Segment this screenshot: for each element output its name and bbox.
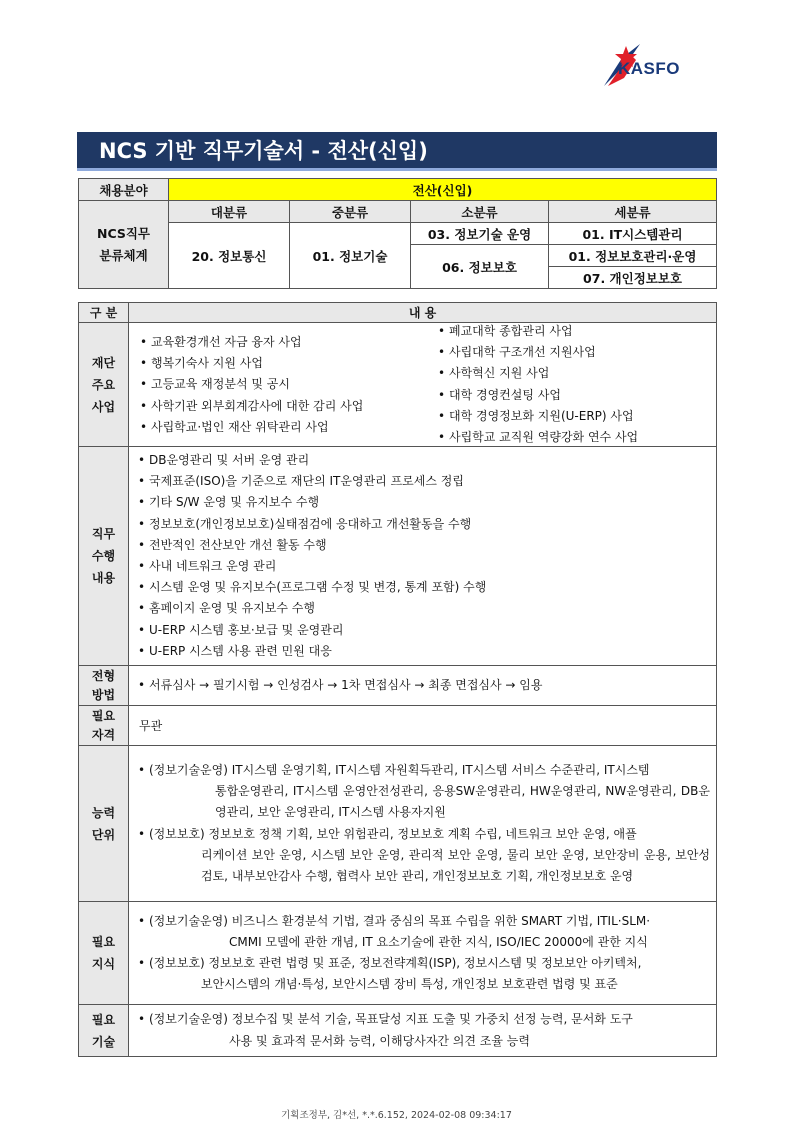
skill-label: 필요 기술 [79, 1005, 129, 1057]
list-item: • 사립대학 구조개선 지원사업 [435, 342, 715, 363]
ability-label: 능력 단위 [79, 746, 129, 902]
knowledge-item-1: • (정보기술운영) 비즈니스 환경분석 기법, 결과 중심의 목표 수립을 위한 SMART 기법, ITIL·SLM· CMMI 모델에 관한 개념, IT 요소기술에 관한 지식, ISO/IEC 20000에 관한 지식 [135, 911, 710, 953]
job-classification-table [78, 178, 717, 289]
process-content [129, 666, 717, 706]
qualification-label: 필요 자격 [79, 706, 129, 746]
list-item: • U-ERP 시스템 사용 관련 민원 대응 [135, 641, 710, 662]
ability-item-1: • (정보기술운영) IT시스템 운영기획, IT시스템 자원획득관리, IT시스템 서비스 수준관리, IT시스템 통합운영관리, IT시스템 운영안전성관리, 응용SW운영관리, HW운영관리, NW운영관리, DB운영관리, 보안 운영관리, IT시스템 사용자지원 [135, 760, 710, 824]
skill-item-1: • (정보기술운영) 정보수집 및 분석 기술, 목표달성 지표 도출 및 가중치 선정 능력, 문서화 도구 사용 및 효과적 문서화 능력, 이해당사자간 의견 조율 능력 [135, 1009, 710, 1051]
list-item: • 사립학교·법인 재산 위탁관리 사업 [137, 417, 427, 438]
list-item: • U-ERP 시스템 홍보·보급 및 운영관리 [135, 620, 710, 641]
detail-value-2: 01. 정보보호관리·운영 [549, 245, 717, 267]
major-value: 20. 정보통신 [169, 223, 290, 289]
list-item: • 행복기숙사 지원 사업 [137, 353, 427, 374]
list-item: • 사학혁신 지원 사업 [435, 363, 715, 384]
field-label: 채용분야 [79, 179, 169, 201]
ability-item-2: • (정보보호) 정보보호 정책 기획, 보안 위험관리, 정보보호 계획 수립, 네트워크 보안 운영, 애플 리케이션 보안 운영, 시스템 보안 운영, 관리적 보안 운영, 물리 보안 운영, 보안장비 운용, 보안성 검토, 내부보안감사 수행, 협력사 보안 관리, 개인정보보호 기획, 개인정보보호 운영 [135, 824, 710, 888]
list-item: • 홈페이지 운영 및 유지보수 수행 [135, 598, 710, 619]
qualification-text: 무관 [139, 719, 163, 734]
list-item: • 정보보호(개인정보보호)실태점검에 응대하고 개선활동을 수행 [135, 514, 710, 535]
list-item: • 사내 네트워크 운영 관리 [135, 556, 710, 577]
list-item: • 폐교대학 종합관리 사업 [435, 321, 715, 342]
foundation-content [129, 323, 717, 447]
qualification-content [129, 706, 717, 746]
footer-watermark: 기획조정부, 김*선, *.*.6.152, 2024-02-08 09:34:17 [281, 1110, 512, 1121]
field-value: 전산(신입) [169, 179, 717, 201]
list-item: • 시스템 운영 및 유지보수(프로그램 수정 및 변경, 통계 포함) 수행 [135, 577, 710, 598]
knowledge-item-2: • (정보보호) 정보보호 관련 법령 및 표준, 정보전략계획(ISP), 정보시스템 및 정보보안 아키텍처, 보안시스템의 개념·특성, 보안시스템 장비 특성, 개인정보 보호관련 법령 및 표준 [135, 953, 710, 995]
list-item: • 사립학교 교직원 역량강화 연수 사업 [435, 427, 715, 448]
detail-value-3: 07. 개인정보보호 [549, 267, 717, 289]
logo-text: KASFO [618, 59, 680, 78]
duties-content [129, 447, 717, 666]
list-item: • 교육환경개선 자금 융자 사업 [137, 332, 427, 353]
col-middle: 중분류 [290, 201, 411, 223]
process-label: 전형 방법 [79, 666, 129, 706]
list-item: • 대학 경영정보화 지원(U-ERP) 사업 [435, 406, 715, 427]
detail-value-1: 01. IT시스템관리 [549, 223, 717, 245]
job-description-table [78, 302, 717, 1057]
col-minor: 소분류 [411, 201, 549, 223]
knowledge-content [129, 902, 717, 1005]
list-item: • 국제표준(ISO)을 기준으로 재단의 IT운영관리 프로세스 정립 [135, 471, 710, 492]
col-major: 대분류 [169, 201, 290, 223]
duties-list [135, 450, 710, 662]
minor-value-2: 06. 정보보호 [411, 245, 549, 289]
duties-label: 직무 수행 내용 [79, 447, 129, 666]
foundation-list-left [137, 332, 427, 438]
skill-content [129, 1005, 717, 1057]
knowledge-label: 필요 지식 [79, 902, 129, 1005]
col-category: 구 분 [79, 303, 129, 323]
foundation-label: 재단 주요 사업 [79, 323, 129, 447]
list-item: • 대학 경영컨설팅 사업 [435, 385, 715, 406]
page-title: NCS 기반 직무기술서 - 전산(신입) [77, 132, 717, 171]
middle-value: 01. 정보기술 [290, 223, 411, 289]
minor-value-1: 03. 정보기술 운영 [411, 223, 549, 245]
col-detail: 세분류 [549, 201, 717, 223]
ability-content [129, 746, 717, 902]
ncs-label: NCS직무 분류체계 [79, 201, 169, 289]
list-item: • 사학기관 외부회계감사에 대한 감리 사업 [137, 396, 427, 417]
foundation-list-right [435, 321, 715, 448]
col-content: 내 용 [129, 303, 717, 323]
process-text: • 서류심사 → 필기시험 → 인성검사 → 1차 면접심사 → 최종 면접심사 → 임용 [135, 675, 710, 696]
list-item: • 고등교육 재정분석 및 공시 [137, 374, 427, 395]
list-item: • 기타 S/W 운영 및 유지보수 수행 [135, 492, 710, 513]
list-item: • 전반적인 전산보안 개선 활동 수행 [135, 535, 710, 556]
list-item: • DB운영관리 및 서버 운영 관리 [135, 450, 710, 471]
